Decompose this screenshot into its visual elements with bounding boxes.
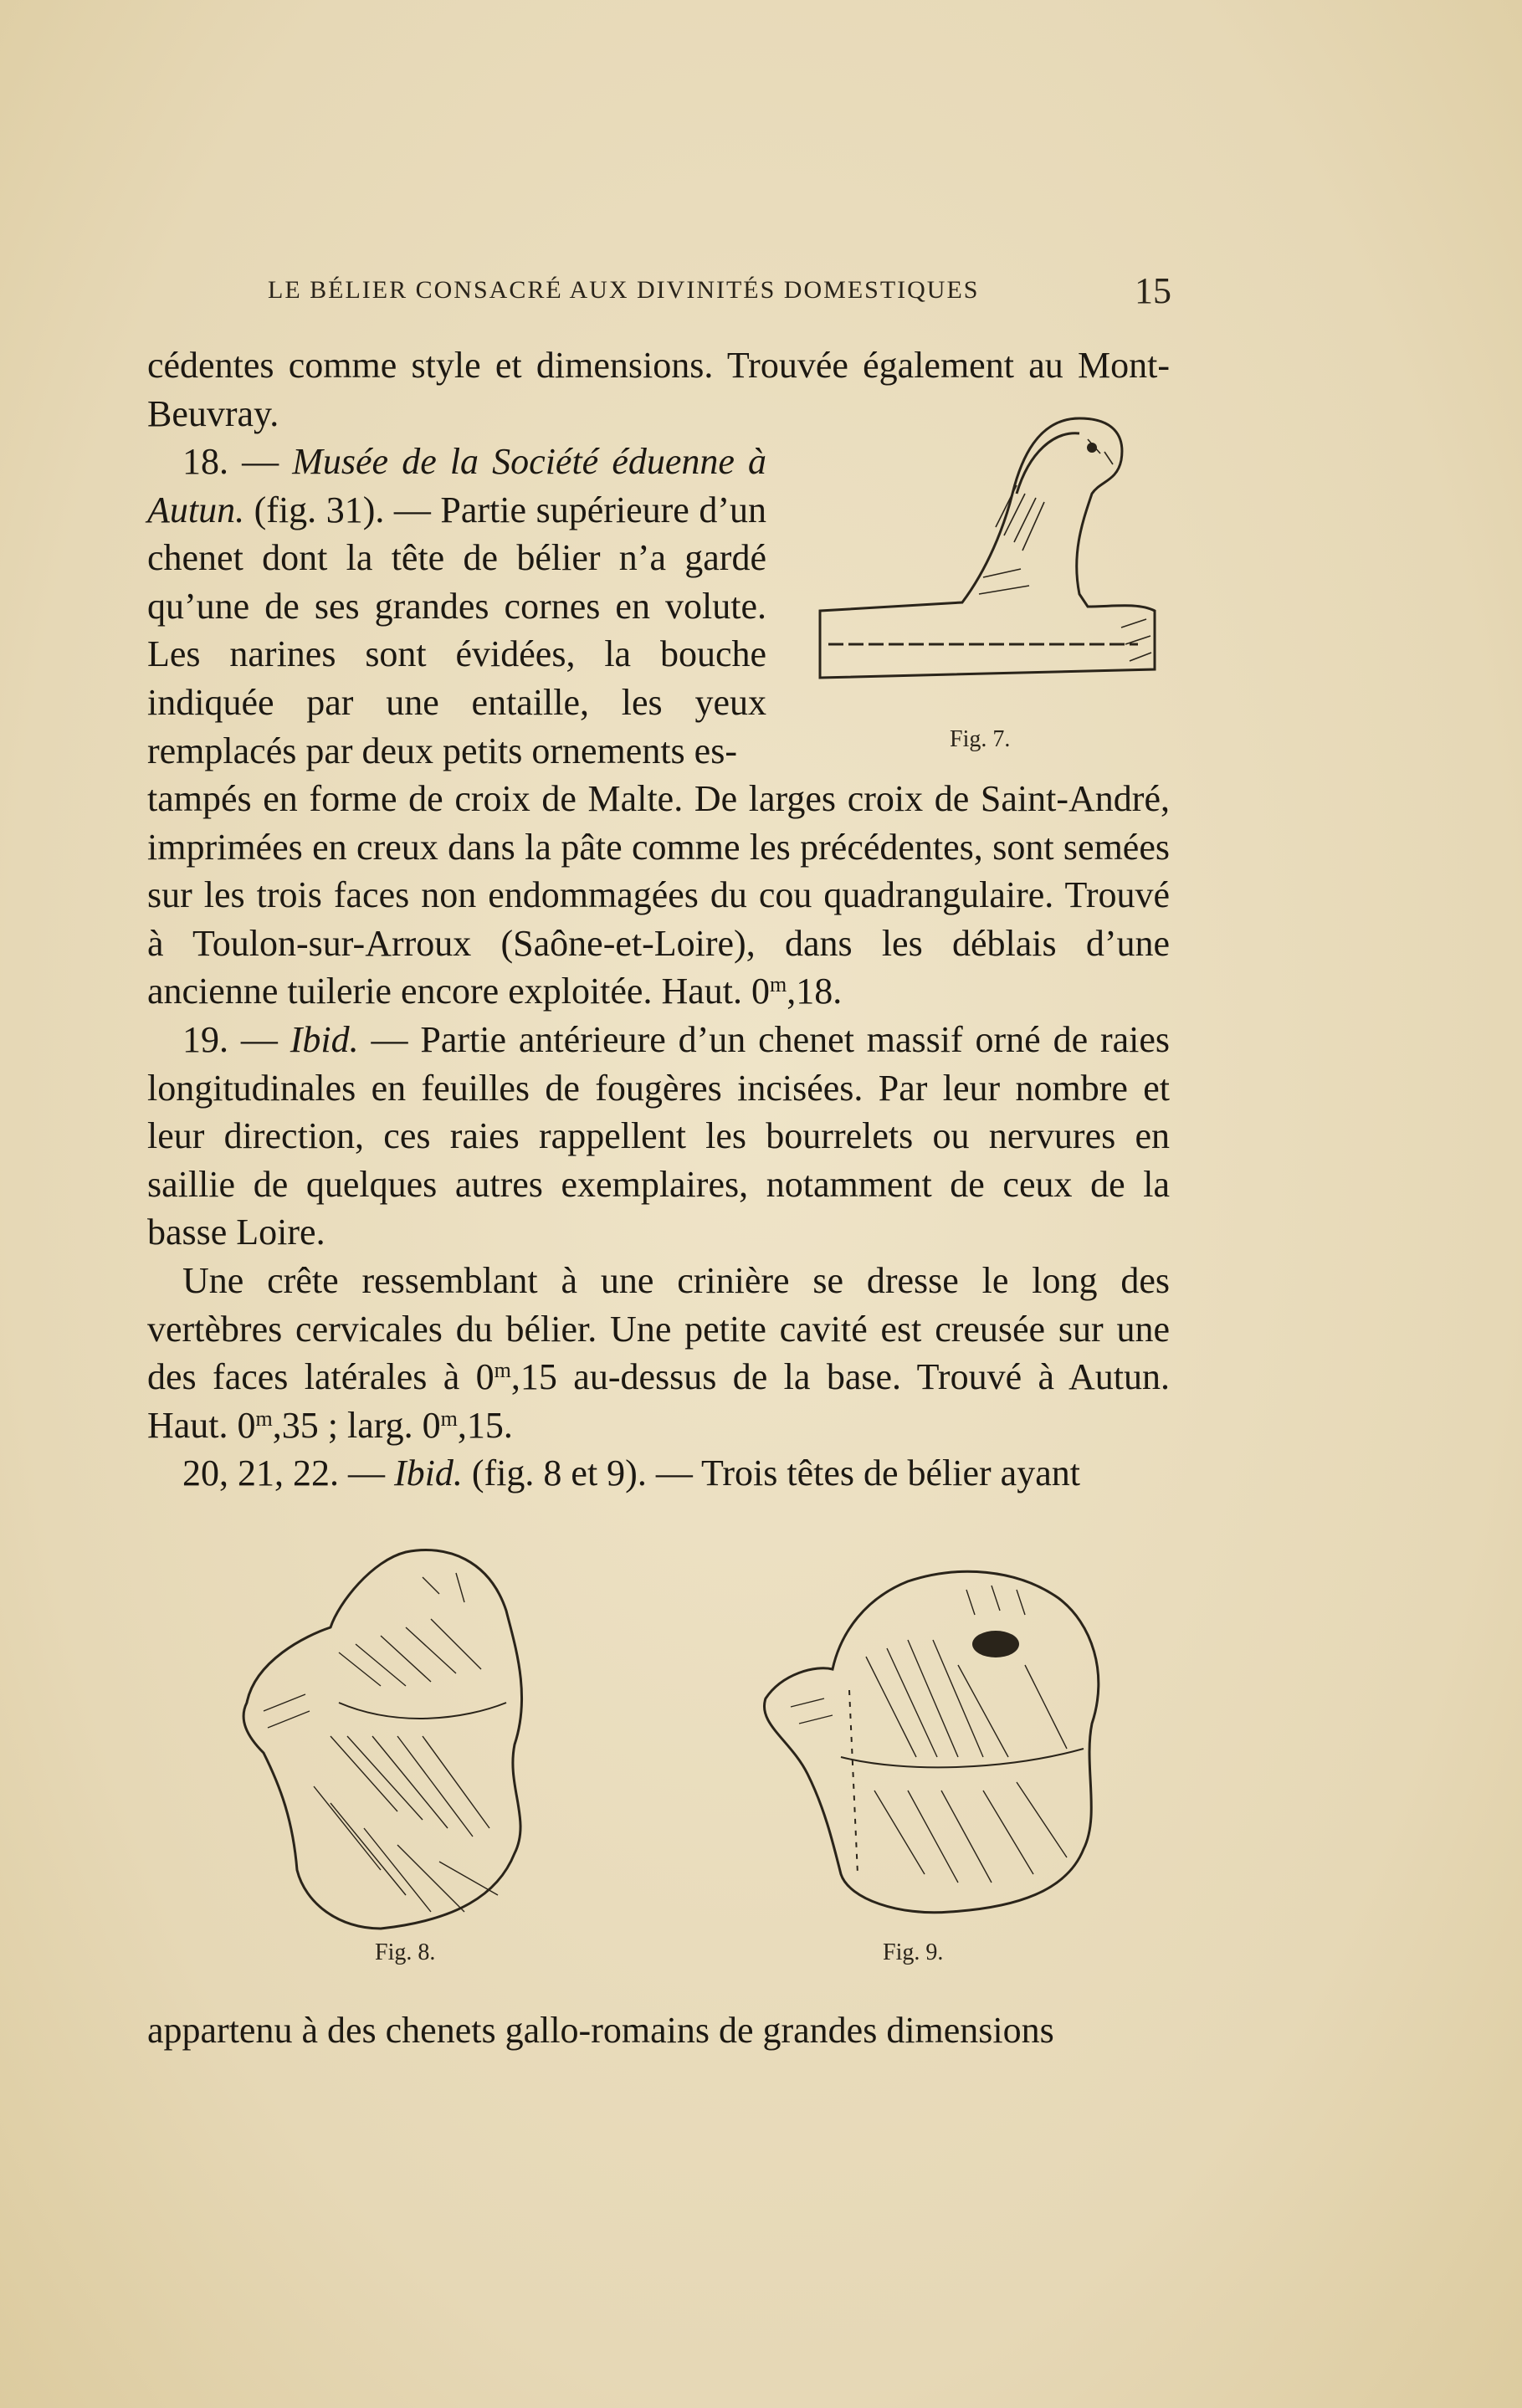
- page-number: 15: [1135, 270, 1171, 311]
- crest-text-3: ,35 ; larg. 0: [272, 1404, 441, 1446]
- paragraph-continuation: cédentes comme style et dimensions. Trouvée également au Mont-Beuvray.: [147, 345, 1170, 434]
- crest-text: Une crête ressemblant à une crinière se dresse le long des vertèbres cervicales du bélier. Une petite cavité est creusée sur une des faces latérales à 0: [147, 1260, 1170, 1398]
- crest-text-2: ,15 au-dessus de la base. Trouvé à Autun. Haut. 0: [147, 1356, 1170, 1446]
- item-18-end: ,18.: [787, 971, 843, 1012]
- ibid: Ibid.: [394, 1452, 463, 1493]
- paragraph-crest: [147, 1257, 1170, 1449]
- items-20-22-text: (fig. 8 et 9). — Trois têtes de bélier ayant: [471, 1452, 1080, 1493]
- ibid: Ibid.: [290, 1019, 359, 1060]
- paragraph-item-19: [147, 1016, 1170, 1257]
- running-header: [268, 270, 1171, 311]
- item-number: 20, 21, 22. —: [182, 1452, 385, 1493]
- paragraph-item-18-continued: [147, 775, 1170, 1016]
- museum-name: Musée de la Société éduenne à Autun.: [147, 441, 767, 530]
- item-number: 18. —: [182, 441, 279, 482]
- paragraph-final-line: appartenu à des chenets gallo-romains de grandes dimensions: [147, 2010, 1054, 2051]
- item-18-text-narrow: (fig. 31). — Partie supérieure d’un chenet dont la tête de bélier n’a gardé qu’une de ses grandes cornes en volute. Les narines sont évidées, la bouche indiquée par une entaille, les yeux remplacés par deux petits ornements es-: [147, 489, 766, 771]
- item-number: 19. —: [182, 1019, 278, 1060]
- figure-9-illustration: [741, 1556, 1125, 1933]
- running-title: LE BÉLIER CONSACRÉ AUX DIVINITÉS DOMESTIQUES: [268, 276, 980, 304]
- unit-superscript: m: [769, 972, 787, 997]
- crest-text-4: ,15.: [457, 1404, 513, 1446]
- unit-superscript: m: [255, 1406, 273, 1431]
- figure-7-illustration: [803, 402, 1171, 720]
- paragraph-items-20-22: [147, 1449, 1170, 1498]
- figure-7-caption: Fig. 7.: [950, 726, 1011, 752]
- unit-superscript: m: [494, 1358, 511, 1383]
- figure-8-caption: Fig. 8.: [375, 1939, 436, 1965]
- item-18-text-full: tampés en forme de croix de Malte. De larges croix de Saint-André, imprimées en creux dans la pâte comme les précédentes, sont semées sur les trois faces non endommagées du cou quadrangulaire. Trouvé à Toulon-sur-Arroux (Saône-et-Loire), dans les déblais d’une ancienne tuilerie encore exploitée. Haut. 0: [147, 778, 1170, 1012]
- item-19-text: — Partie antérieure d’un chenet massif orné de raies longitudinales en feuilles de fougères incisées. Par leur nombre et leur direction, ces raies rappellent les bourrelets ou nervures en saillie de quelques autres exemplaires, notamment de ceux de la basse Loire.: [147, 1019, 1171, 1253]
- figure-9-caption: Fig. 9.: [883, 1939, 944, 1965]
- paragraph-item-18-intro: [147, 438, 766, 775]
- figure-8-illustration: [213, 1535, 582, 1937]
- unit-superscript: m: [440, 1406, 458, 1431]
